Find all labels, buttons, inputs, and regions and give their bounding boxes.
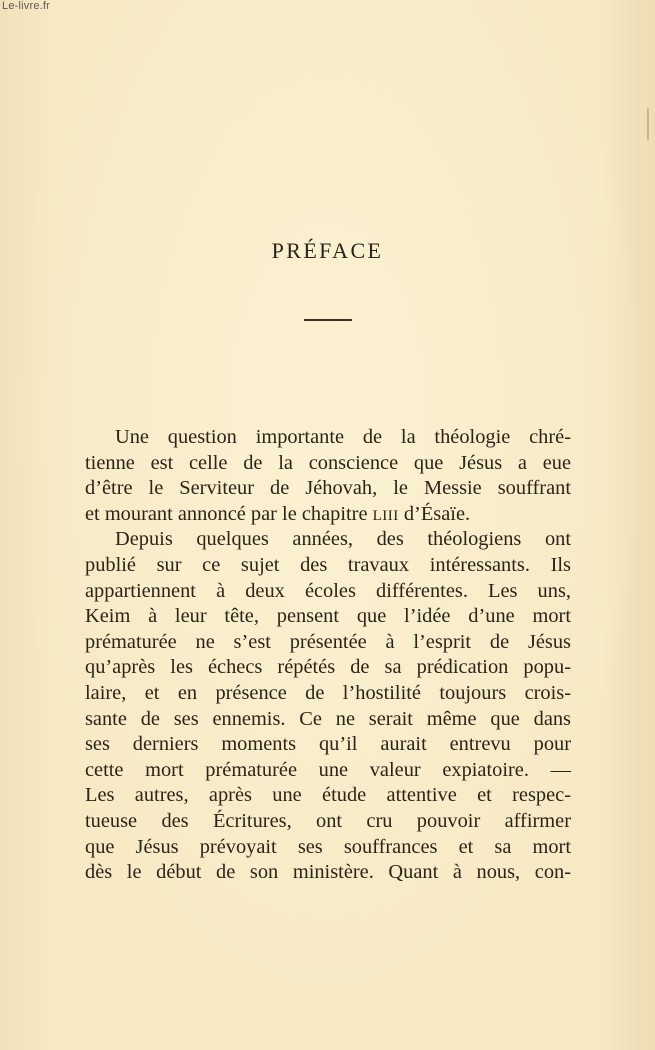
text-line: qu’après les échecs répétés de sa prédication popu-	[85, 656, 571, 679]
site-watermark: Le-livre.fr	[2, 0, 51, 12]
text-line: publié sur ce sujet des travaux intéressants. Ils	[85, 553, 571, 576]
text-line: tueuse des Écritures, ont cru pouvoir affirmer	[85, 809, 571, 832]
text-line: dès le début de son ministère. Quant à nous, con-	[85, 861, 571, 884]
text-line: appartiennent à deux écoles différentes. Les uns,	[85, 579, 571, 602]
text-line: tienne est celle de la conscience que Jésus a eue	[85, 451, 571, 474]
text-line: cette mort prématurée une valeur expiatoire. —	[85, 758, 571, 781]
text-line: que Jésus prévoyait ses souffrances et sa mort	[85, 835, 571, 858]
title-rule	[304, 319, 352, 321]
text-line: d’être le Serviteur de Jéhovah, le Messie souffrant	[85, 477, 571, 500]
text-line: Les autres, après une étude attentive et respec-	[85, 784, 571, 807]
text-line: sante de ses ennemis. Ce ne serait même que dans	[85, 707, 571, 730]
page-edge-mark	[647, 108, 649, 140]
text-line: Depuis quelques années, des théologiens ont	[115, 528, 571, 551]
text-line: ses derniers moments qu’il aurait entrevu pour	[85, 733, 571, 756]
text-line: prématurée ne s’est présentée à l’esprit de Jésus	[85, 630, 571, 653]
text-line: laire, et en présence de l’hostilité toujours crois-	[85, 681, 571, 704]
text-line: et mourant annoncé par le chapitre LIII d’Ésaïe.	[85, 502, 471, 525]
text-line: Keim à leur tête, pensent que l’idée d’une mort	[85, 605, 571, 628]
text-line: Une question importante de la théologie chré-	[115, 426, 571, 448]
page-title: PRÉFACE	[271, 238, 384, 263]
body-text	[85, 425, 571, 886]
